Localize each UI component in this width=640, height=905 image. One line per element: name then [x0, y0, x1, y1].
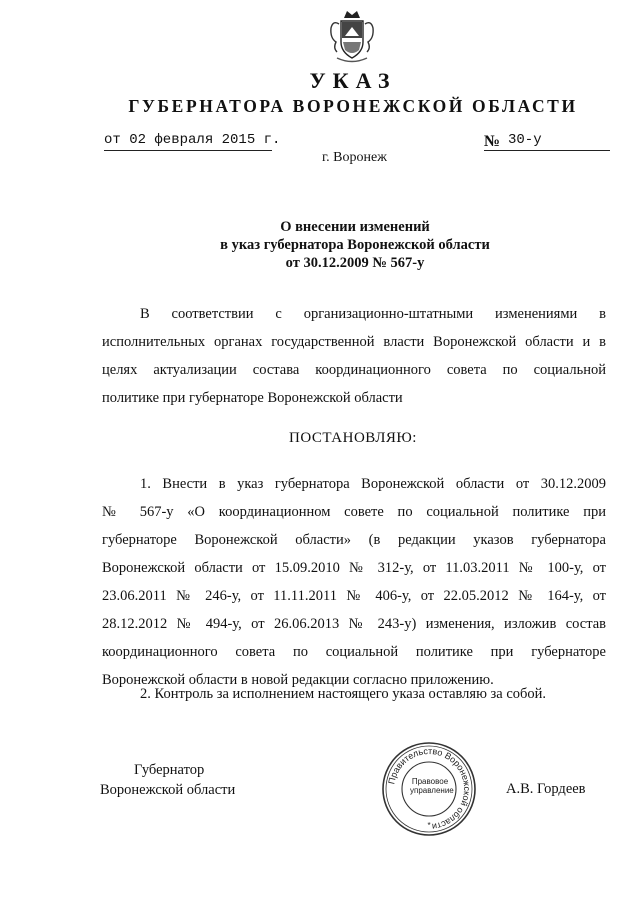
item-1-line: № 567-у «О координационном совете по социальной политике при: [102, 504, 606, 520]
preamble-line: политике при губернаторе Воронежской области: [102, 390, 403, 406]
item-1-line: Воронежской области от 15.09.2010 № 312-у, от 11.03.2011 № 100-у, от: [102, 560, 606, 576]
stamp-ring-text: Правительство Воронежской области: [386, 745, 473, 832]
decree-word: ПОСТАНОВЛЯЮ:: [289, 430, 417, 446]
signatory-name: А.В. Гордеев: [506, 781, 586, 797]
signatory-position: [100, 760, 250, 800]
item-1-line: координационного совета по социальной политике при губернаторе: [102, 644, 606, 660]
coat-of-arms-icon: [327, 8, 377, 66]
subject-line: в указ губернатора Воронежской области: [220, 237, 490, 253]
city: г. Воронеж: [322, 150, 387, 165]
number-underline: [484, 150, 610, 151]
date-underline: [104, 150, 272, 151]
preamble-line: целях актуализации состава координационного совета по социальной: [102, 362, 606, 378]
preamble-paragraph: [102, 300, 606, 412]
subject-line: от 30.12.2009 № 567-у: [285, 255, 425, 271]
item-1-line: 28.12.2012 № 494-у, от 26.06.2013 № 243-у) изменения, изложив состав: [102, 616, 606, 632]
preamble-line: В соответствии с организационно-штатными изменениями в: [140, 306, 606, 322]
item-1-line: 1. Внести в указ губернатора Воронежской области от 30.12.2009: [140, 476, 606, 492]
subject-line: О внесении изменений: [280, 219, 430, 235]
stamp-center-line: Правовое: [411, 777, 449, 786]
stamp-center-text: [410, 777, 454, 795]
document-number: 30-у: [508, 132, 542, 148]
item-2-line: 2. Контроль за исполнением настоящего указа оставляю за собой.: [140, 686, 547, 702]
item-1-line: Воронежской области в новой редакции согласно приложению.: [102, 672, 494, 688]
document-title: УКАЗ: [309, 68, 397, 93]
signatory-position-line: Губернатор: [134, 762, 205, 778]
item-1-paragraph: [102, 470, 606, 694]
item-1-line: губернаторе Воронежской области» (в редакции указов губернатора: [102, 532, 606, 548]
number-label: №: [484, 133, 501, 150]
signatory-position-line: Воронежской области: [100, 782, 236, 798]
preamble-line: исполнительных органах государственной власти Воронежской области и в: [102, 334, 606, 350]
stamp-center-line: управление: [410, 786, 454, 795]
document-subject: [180, 218, 530, 272]
document-date: от 02 февраля 2015 г.: [104, 132, 281, 148]
item-1-line: 23.06.2011 № 246-у, от 11.11.2011 № 406-у, от 22.05.2012 № 164-у, от: [102, 588, 606, 604]
svg-text:*: *: [427, 821, 431, 830]
item-2-paragraph: [102, 680, 606, 708]
document-subtitle: ГУБЕРНАТОРА ВОРОНЕЖСКОЙ ОБЛАСТИ: [128, 96, 578, 116]
